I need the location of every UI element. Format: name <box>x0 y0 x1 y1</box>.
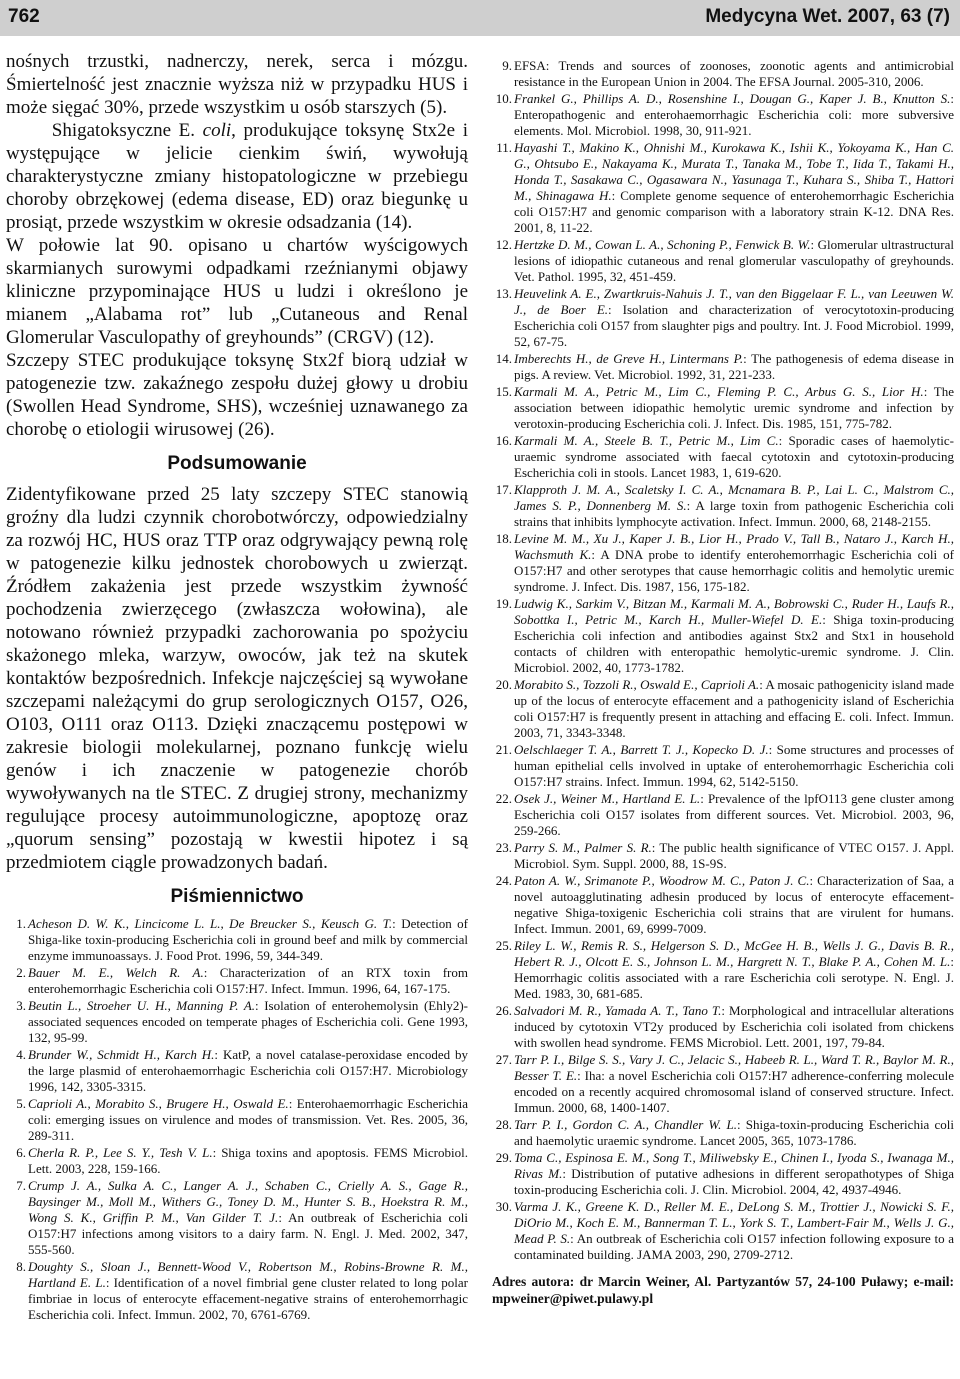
reference-item <box>6 1145 468 1177</box>
reference-title: : A large toxin from pathogenic Escherichia coli strains that inhibits lymphocyte activation. Infect. Immun. 2000, 68, 2148-2155. <box>514 498 955 529</box>
reference-authors: Klapproth J. M. A., Scaletsky I. C. A., Mcnamara B. P., Lai L. C., Malstrom C., James S. P., Donnenberg M. S. <box>514 482 954 513</box>
reference-title: : Shiga toxin-producing Escherichia coli infection and antibodies against Stx2 and Stx1 in household contacts of children with enteropathic hemolytic-uremic syndrome. J. Clin. Microbiol. 2002, 40, 1773-1782. <box>514 612 954 675</box>
reference-number: 20. <box>495 677 512 692</box>
reference-item <box>492 840 954 872</box>
references-heading: Piśmiennictwo <box>170 886 304 907</box>
reference-title: : Characterization of an RTX toxin from enterohemorrhagic Escherichia coli O157:H7. Infect. Immun. 1996, 64, 167-175. <box>28 965 468 996</box>
reference-authors: Toma C., Espinosa E. M., Song T., Miliwebsky E., Chinen I., Iyoda S., Iwanaga M., Rivas M. <box>514 1150 954 1181</box>
reference-authors: Acheson D. W. K., Lincicome L. L., De Breucker S., Keusch G. T. <box>28 916 393 931</box>
page-header <box>0 0 960 36</box>
reference-number: 21. <box>495 742 512 757</box>
reference-title: : A DNA probe to identify enterohemorrhagic Escherichia coli of O157:H7 and other serotypes that cause hemorrhagic colitis and hemolytic uremic syndrome. J. Infect. Dis. 1987, 156, 175-182. <box>514 547 954 594</box>
reference-title: : Enteropathogenic and enterohaemorrhagic Escherichia coli: more subversive elements. Mol. Microbiol. 1998, 30, 911-921. <box>514 91 954 138</box>
reference-authors: Varma J. K., Greene K. D., Reller M. E., DeLong S. M., Trottier J., Nowicki S. F., DiOrio M., Koch E. M., Bannerman T. L., York S. T., Lambert-Fair M., Wells J. G., Mead P. S. <box>514 1199 954 1246</box>
reference-item <box>492 286 954 350</box>
reference-title: : Some structures and processes of human epithelial cells involved in uptake of enterohemorrhagic Escherichia coli O157:H7 strains. Infect. Immun. 1994, 62, 5142-5150. <box>514 742 954 789</box>
reference-number: 9. <box>502 58 512 73</box>
reference-number: 8. <box>16 1259 26 1274</box>
paragraph-3-text: W połowie lat 90. opisano u chartów wyścigowych skarmianych surowymi odpadkami rzeźnianymi objawy kliniczne przypominające HUS u ludzi i określono je mianem „Alabama rot” lub „Cutaneous and Renal Glomerular Vasculopathy of greyhounds” (CRGV) (12). <box>6 235 468 348</box>
reference-item <box>492 1199 954 1263</box>
reference-item <box>492 433 954 481</box>
reference-title: : Characterization of Saa, a novel autoagglutinating adhesin produced by locus of enterocyte effacement-negative Shiga-toxigenic Escherichia coli strains that are virulent for humans. Infect. Immun. 2001, 69, 6999-7009. <box>514 873 954 936</box>
reference-authors: Salvadori M. R., Yamada A. T., Tano T. <box>514 1003 722 1018</box>
reference-title: : The association between idiopathic hemolytic uremic syndrome and infection by verotoxin-producing Escherichia coli. J. Infect. Dis. 1985, 151, 775-782. <box>514 384 954 431</box>
paragraph-2-start: Shigatoksyczne E. <box>51 120 196 141</box>
reference-number: 19. <box>495 596 512 611</box>
reference-authors: Ludwig K., Sarkim V., Bitzan M., Karmali M. A., Bobrowski C., Ruder H., Laufs R., Sobottka I., Petric M., Karch H., Muller-Wiefel D. E. <box>514 596 954 627</box>
reference-number: 15. <box>495 384 512 399</box>
reference-authors: Osek J., Weiner M., Hartland E. L. <box>514 791 701 806</box>
reference-item <box>492 351 954 383</box>
reference-title: : Isolation and characterization of verocytotoxin-producing Escherichia coli O157 from slaughter pigs and poultry. Int. J. Food Microbiol. 1999, 52, 67-75. <box>514 302 954 349</box>
reference-number: 13. <box>495 286 512 301</box>
reference-authors: Imberechts H., de Greve H., Lintermans P. <box>514 351 744 366</box>
reference-title: : Iha: a novel Escherichia coli O157:H7 adherence-conferring molecule encoded on a recently acquired chromosomal island of conserved structure. Infect. Immun. 2000, 68, 1400-1407. <box>514 1068 954 1115</box>
reference-number: 16. <box>495 433 512 448</box>
reference-item <box>6 998 468 1046</box>
reference-title: EFSA: Trends and sources of zoonoses, zoonotic agents and antimicrobial resistance in the European Union in 2004. The EFSA Journal. 2005-310, 2006. <box>514 58 954 89</box>
reference-title: : Detection of Shiga-like toxin-producing Escherichia coli in ground beef and milk by commercial enzyme immunoassays. J. Food Prot. 1996, 59, 344-349. <box>28 916 468 963</box>
reference-title: : An outbreak of Escherichia coli O157:H7 infections among visitors to a dairy farm. N. Engl. J. Med. 2002, 347, 555-560. <box>28 1210 468 1257</box>
reference-title: : Identification of a novel fimbrial gene cluster related to long polar fimbriae in locus of enterocyte effacement-negative strains of enterohemorrhagic Escherichia coli. Infect. Immun. 2002, 70, 6761-6769. <box>28 1275 468 1322</box>
reference-authors: Tarr P. I., Bilge S. S., Vary J. C., Jelacic S., Habeeb R. L., Ward T. R., Baylor M. R., Besser T. E. <box>514 1052 954 1083</box>
reference-item <box>492 873 954 937</box>
paragraph-2-italic: coli <box>202 120 232 141</box>
reference-title: : Shiga-toxin-producing Escherichia coli and haemolytic uraemic syndrome. Lancet 2005, 365, 1073-1786. <box>514 1117 954 1148</box>
reference-number: 5. <box>16 1096 26 1111</box>
reference-number: 1. <box>16 916 26 931</box>
left-column <box>6 50 468 1324</box>
reference-number: 24. <box>495 873 512 888</box>
right-column <box>492 58 954 1307</box>
reference-list-right <box>492 58 954 1263</box>
reference-title: : The pathogenesis of edema disease in pigs. A review. Vet. Microbiol. 1992, 31, 221-233. <box>514 351 954 382</box>
reference-number: 29. <box>495 1150 512 1165</box>
reference-item <box>492 1052 954 1116</box>
reference-authors: Crump J. A., Sulka A. C., Langer A. J., Schaben C., Crielly A. S., Gage R., Baysinger M., Moll M., Withers G., Toney D. M., Hunter S. B., Hoekstra R. M., Wong S. K., Griffin P. M., Van Gilder T. J. <box>28 1178 468 1225</box>
reference-authors: Beutin L., Stroeher U. H., Manning P. A. <box>28 998 256 1013</box>
reference-item <box>6 1047 468 1095</box>
author-address: Adres autora: dr Marcin Weiner, Al. Partyzantów 57, 24-100 Puławy; e-mail: mpweiner@piwet.pulawy.pl <box>492 1274 954 1306</box>
reference-number: 11. <box>496 140 512 155</box>
reference-number: 14. <box>495 351 512 366</box>
reference-authors: Oelschlaeger T. A., Barrett T. J., Kopecko D. J. <box>514 742 769 757</box>
reference-item <box>492 677 954 741</box>
reference-authors: Hertzke D. M., Cowan L. A., Schoning P., Fenwick B. W. <box>514 237 811 252</box>
reference-number: 26. <box>495 1003 512 1018</box>
reference-item <box>6 1096 468 1144</box>
reference-number: 7. <box>16 1178 26 1193</box>
reference-list-left <box>6 916 468 1323</box>
reference-number: 18. <box>495 531 512 546</box>
reference-authors: Tarr P. I., Gordon C. A., Chandler W. L. <box>514 1117 738 1132</box>
reference-number: 2. <box>16 965 26 980</box>
reference-authors: Brunder W., Schmidt H., Karch H. <box>28 1047 215 1062</box>
reference-number: 30. <box>495 1199 512 1214</box>
paragraph-4-text: Szczepy STEC produkujące toksynę Stx2f biorą udział w patogenezie tzw. zakaźnego zespołu dużej głowy u drobiu (Swollen Head Syndrome, SHS), wcześniej uznawanego za chorobę o etiologii wirusowej (26). <box>6 350 468 440</box>
reference-number: 6. <box>16 1145 26 1160</box>
reference-item <box>492 531 954 595</box>
reference-item <box>492 1117 954 1149</box>
reference-title: : Morphological and intracellular alterations induced by cytotoxin VT2y produced by Escherichia coli isolated from chickens with swollen head syndrome. FEMS Microbiol. Lett. 2001, 197, 79-84. <box>514 1003 954 1050</box>
reference-title: : Sporadic cases of haemolytic-uraemic syndrome associated with faecal cytotoxin and cytotoxin-producing Escherichia coli in stools. Lancet 1983, 1, 619-620. <box>514 433 954 480</box>
reference-authors: Bauer M. E., Welch R. A. <box>28 965 204 980</box>
reference-title: : Hemorrhagic colitis associated with a rare Escherichia coli serotype. N. Engl. J. Med. 1983, 30, 681-685. <box>514 954 954 1001</box>
reference-authors: Cherla R. P., Lee S. Y., Tesh V. L. <box>28 1145 213 1160</box>
reference-number: 12. <box>495 237 512 252</box>
summary-heading: Podsumowanie <box>167 453 307 474</box>
reference-authors: Paton A. W., Srimanote P., Woodrow M. C., Paton J. C. <box>514 873 810 888</box>
reference-number: 17. <box>495 482 512 497</box>
reference-authors: Karmali M. A., Petric M., Lim C., Fleming P. C., Arbus G. S., Lior H. <box>514 384 924 399</box>
reference-authors: Karmali M. A., Steele B. T., Petric M., Lim C. <box>514 433 779 448</box>
reference-item <box>492 742 954 790</box>
reference-title: : Complete genome sequence of enterohemorrhagic Escherichia coli O157:H7 and genomic comparison with a laboratory strain K-12. DNA Res. 2001, 8, 11-22. <box>514 188 954 235</box>
paragraph-2-rest: , produkujące toksynę Stx2e i występujące w jelicie cienkim świń, wywołują charakterystyczne zmiany histopatologiczne w przebiegu choroby obrzękowej (edema disease, ED) oraz biegunkę u prosiąt, przede wszystkim w okresie odsadzania (14). <box>6 120 469 233</box>
reference-title: : An outbreak of Escherichia coli O157 infection following exposure to a contaminated building. JAMA 2003, 290, 2709-2712. <box>514 1231 954 1262</box>
reference-item <box>6 916 468 964</box>
reference-authors: Doughty S., Sloan J., Bennett-Wood V., Robertson M., Robins-Browne R. M., Hartland E. L. <box>28 1259 468 1290</box>
reference-item <box>6 965 468 997</box>
reference-number: 3. <box>16 998 26 1013</box>
paragraph-4 <box>6 349 468 441</box>
paragraph-3 <box>6 234 468 349</box>
reference-number: 22. <box>495 791 512 806</box>
reference-title: : KatP, a novel catalase-peroxidase encoded by the large plasmid of enterohaemorrhagic Escherichia coli O157:H7. Microbiology 1996, 142, 3305-3315. <box>28 1047 469 1094</box>
reference-authors: Heuvelink A. E., Zwartkruis-Nahuis J. T., van den Biggelaar F. L., van Leeuwen W. J., de Boer E. <box>514 286 954 317</box>
reference-title: : Enterohaemorrhagic Escherichia coli: emerging issues on virulence and modes of transmission. Vet. Res. 2005, 36, 289-311. <box>28 1096 469 1143</box>
reference-authors: Morabito S., Tozzoli R., Oswald E., Caprioli A. <box>514 677 760 692</box>
reference-authors: Parry S. M., Palmer S. R. <box>514 840 652 855</box>
reference-item <box>492 384 954 432</box>
reference-title: : Distribution of putative adhesions in different seropathotypes of Shiga toxin-producing Escherichia coli. J. Clin. Microbiol. 2004, 42, 4937-4946. <box>514 1166 954 1197</box>
reference-item <box>492 1003 954 1051</box>
reference-item <box>492 938 954 1002</box>
reference-number: 27. <box>495 1052 512 1067</box>
reference-authors: Riley L. W., Remis R. S., Helgerson S. D., McGee H. B., Wells J. G., Davis B. R., Hebert R. J., Olcott E. S., Johnson L. M., Hargrett N. T., Blake P. A., Cohen M. L. <box>514 938 954 969</box>
reference-number: 28. <box>495 1117 512 1132</box>
reference-authors: Caprioli A., Morabito S., Brugere H., Oswald E. <box>28 1096 289 1111</box>
reference-title: : A mosaic pathogenicity island made up of the locus of enterocyte effacement and a pathogenicity island of Escherichia coli O157:H7 is frequently present in attaching and effacing E. coli. Infect. Immun. 2003, 71, 3343-3348. <box>514 677 955 740</box>
reference-title: : The public health significance of VTEC O157. J. Appl. Microbiol. Sym. Suppl. 2000, 88, 1S-9S. <box>514 840 954 871</box>
reference-title: : Glomerular ultrastructural lesions of idiopathic cutaneous and renal glomerular vasculopathy of greyhounds. Vet. Pathol. 1995, 32, 451-459. <box>514 237 954 284</box>
reference-number: 23. <box>495 840 512 855</box>
reference-authors: Frankel G., Phillips A. D., Rosenshine I., Dougan G., Kaper J. B., Knutton S. <box>514 91 951 106</box>
reference-item <box>492 237 954 285</box>
paragraph-2 <box>6 119 468 234</box>
journal-citation: Medycyna Wet. 2007, 63 (7) <box>705 6 950 27</box>
summary-paragraph: Zidentyfikowane przed 25 laty szczepy STEC stanowią groźny dla ludzi czynnik chorobotwórczy, odpowiedzialny za rozwój HC, HUS oraz TTP oraz odgrywający pewną rolę w patogenezie kilku jednostek chorobowych u zwierząt. Źródłem zakażenia jest przede wszystkim żywność pochodzenia zwierzęcego (zwłaszcza wołowina), ale notowano również przypadki zachorowania po spożyciu skażonego mleka, warzyw, owoców, jak też na skutek kontaktów bezpośrednich. Infekcje najczęściej są wywołane szczepami należącymi do grup serologicznych O157, O26, O103, O111 oraz O113. Dzięki znaczącemu postępowi w zakresie biologii molekularnej, poznano funkcję wielu genów i ich znaczenie w patogenezie chorób wywoływanych na tle STEC. Z drugiej strony, mechanizmy regulujące procesy autoimmunologiczne, apoptozę oraz „quorum sensing” pozostają w kwestii hipotez i są przedmiotem ciągle prowadzonych badań. <box>6 484 468 873</box>
reference-item <box>6 1259 468 1323</box>
reference-title: : Shiga toxins and apoptosis. FEMS Microbiol. Lett. 2003, 228, 159-166. <box>28 1145 468 1176</box>
page-number: 762 <box>8 6 40 27</box>
reference-item <box>492 596 954 676</box>
reference-item <box>492 91 954 139</box>
reference-item <box>492 1150 954 1198</box>
reference-authors: Levine M. M., Xu J., Kaper J. B., Lior H., Prado V., Tall B., Nataro J., Karch H., Wachsmuth K. <box>514 531 954 562</box>
reference-title: : Prevalence of the lpfO113 gene cluster among Escherichia coli O157 isolates from different sources. Vet. Microbiol. 2003, 96, 259-266. <box>514 791 955 838</box>
reference-item <box>492 140 954 236</box>
reference-item <box>492 482 954 530</box>
reference-item <box>492 791 954 839</box>
reference-title: : Isolation of enterohemolysin (Ehly2)-associated sequences encoded on temperate phages of Escherichia coli. Gene 1993, 132, 95-99. <box>28 998 469 1045</box>
reference-number: 4. <box>16 1047 26 1062</box>
reference-item <box>492 58 954 90</box>
reference-number: 25. <box>495 938 512 953</box>
reference-number: 10. <box>495 91 512 106</box>
reference-authors: Hayashi T., Makino K., Ohnishi M., Kurokawa K., Ishii K., Yokoyama K., Han C. G., Ohtsubo E., Nakayama K., Murata T., Tanaka M., Tobe T., Iida T., Takami H., Honda T., Sasakawa C., Ogasawara N., Yasunaga T., Kuhara S., Shiba T., Hattori M., Shinagawa H. <box>514 140 954 203</box>
reference-item <box>6 1178 468 1258</box>
paragraph-1: nośnych trzustki, nadnerczy, nerek, serca i mózgu. Śmiertelność jest znacznie wyższa niż w przypadku HUS i może sięgać 30%, przede wszystkim u osób starszych (5). <box>6 51 468 118</box>
